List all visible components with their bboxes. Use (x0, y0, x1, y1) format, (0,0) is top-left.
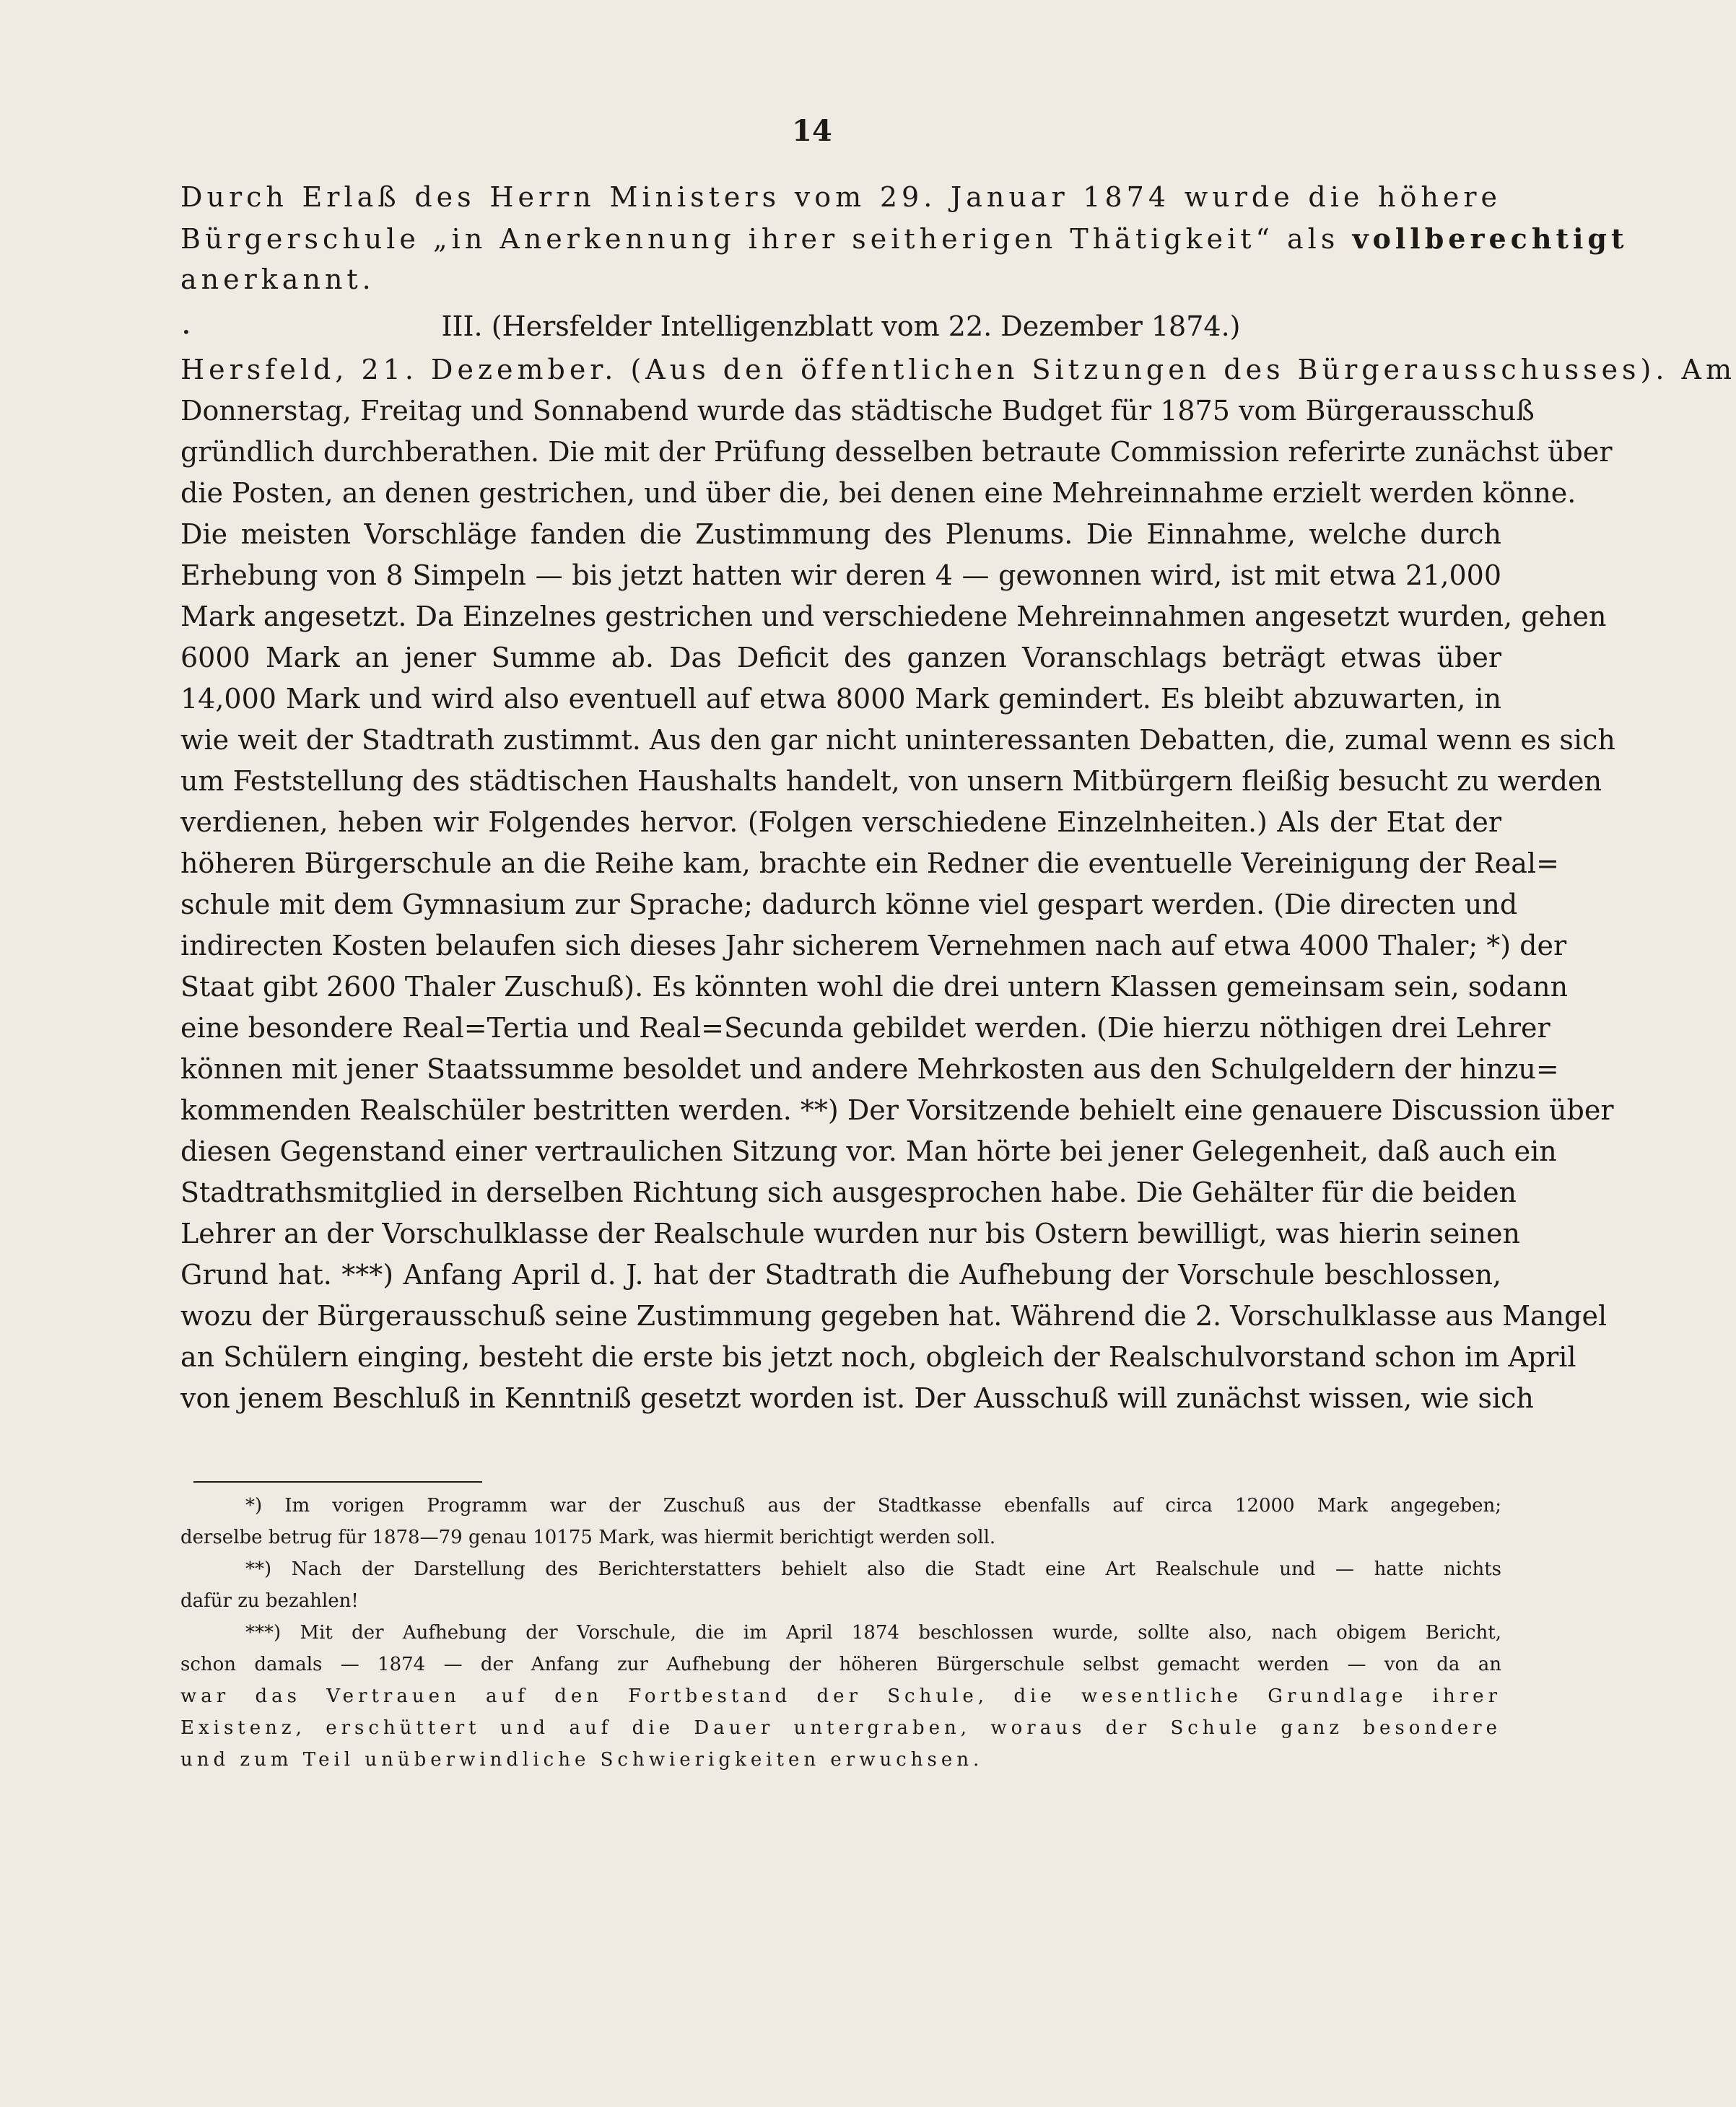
text-line: wie weit der Stadtrath zustimmt. Aus den gar nicht uninteressanten Debatten, die, zumal wenn es sich (180, 724, 1615, 756)
text-line: Mark angesetzt. Da Einzelnes gestrichen und verschiedene Mehreinnahmen angesetzt wurden, gehen (180, 601, 1607, 632)
text-line: schule mit dem Gymnasium zur Sprache; dadurch könne viel gespart werden. (Die directen und (180, 889, 1518, 920)
text-line: Staat gibt 2600 Thaler Zuschuß). Es könnten wohl die drei untern Klassen gemeinsam sein, sodann (180, 971, 1569, 1003)
text-segment: Bürgerschule „in Anerkennung ihrer seitherigen Thätigkeit“ als (180, 223, 1340, 255)
text-line: können mit jener Staatssumme besoldet und andere Mehrkosten aus den Schulgeldern der hinzu= (180, 1053, 1559, 1085)
footnote-line: war das Vertrauen auf den Fortbestand der Schule, die wesentliche Grundlage ihrer (180, 1685, 1501, 1707)
text-line: Grund hat. ***) Anfang April d. J. hat der Stadtrath die Aufhebung der Vorschule beschlossen, (180, 1259, 1501, 1291)
text-line: verdienen, heben wir Folgendes hervor. (Folgen verschiedene Einzelnheiten.) Als der Etat der (180, 806, 1501, 838)
text-line: wozu der Bürgerausschuß seine Zustimmung gegeben hat. Während die 2. Vorschulklasse aus Mangel (180, 1300, 1608, 1332)
opening-paragraph (180, 177, 1628, 300)
text-line: um Feststellung des städtischen Haushalts handelt, von unsern Mitbürgern fleißig besucht zu werden (180, 765, 1602, 797)
text-line: höheren Bürgerschule an die Reihe kam, brachte ein Redner die eventuelle Vereinigung der Real= (180, 847, 1559, 879)
footnote-line: Existenz, erschüttert und auf die Dauer untergraben, woraus der Schule ganz besondere (180, 1717, 1501, 1739)
footnote-line: und zum Teil unüberwindliche Schwierigkeiten erwuchsen. (180, 1749, 984, 1771)
text-line: von jenem Beschluß in Kenntniß gesetzt worden ist. Der Ausschuß will zunächst wissen, wie sich (180, 1382, 1534, 1414)
stray-mark: • (182, 323, 191, 341)
text-line: kommenden Realschüler bestritten werden. **) Der Vorsitzende behielt eine genauere Discussion über (180, 1094, 1614, 1126)
text-line: die Posten, an denen gestrichen, und über die, bei denen eine Mehreinnahme erzielt werden könne. (180, 477, 1576, 509)
text-line: Hersfeld, 21. Dezember. (Aus den öffentlichen Sitzungen des Bürgerausschusses). Am (180, 354, 1736, 385)
text-line: diesen Gegenstand einer vertraulichen Sitzung vor. Man hörte bei jener Gelegenheit, daß auch ein (180, 1135, 1557, 1167)
text-line: indirecten Kosten belaufen sich dieses Jahr sicherem Vernehmen nach auf etwa 4000 Thaler; *) der (180, 930, 1567, 961)
section-heading-block (180, 306, 1501, 347)
text-line: anerkannt. (180, 263, 375, 295)
footnotes (180, 1490, 1501, 1776)
text-line: Durch Erlaß des Herrn Ministers vom 29. Januar 1874 wurde die höhere (180, 181, 1501, 213)
text-line: Donnerstag, Freitag und Sonnabend wurde das städtische Budget für 1875 vom Bürgerausschuß (180, 395, 1535, 427)
footnote-line: *) Im vorigen Programm war der Zuschuß aus der Stadtkasse ebenfalls auf circa 12000 Mark angegeben; (245, 1495, 1501, 1517)
article-body (180, 349, 1736, 1419)
text-line: Erhebung von 8 Simpeln — bis jetzt hatten wir deren 4 — gewonnen wird, ist mit etwa 21,000 (180, 559, 1501, 591)
text-line: Stadtrathsmitglied in derselben Richtung sich ausgesprochen habe. Die Gehälter für die beiden (180, 1177, 1517, 1208)
text-line: Die meisten Vorschläge fanden die Zustimmung des Plenums. Die Einnahme, welche durch (180, 518, 1501, 550)
text-line: eine besondere Real=Tertia und Real=Secunda gebildet werden. (Die hierzu nöthigen drei Lehrer (180, 1012, 1550, 1044)
text-line: Lehrer an der Vorschulklasse der Realschule wurden nur bis Ostern bewilligt, was hierin seinen (180, 1218, 1521, 1249)
text-line: 6000 Mark an jener Summe ab. Das Deficit des ganzen Voranschlags beträgt etwas über (180, 642, 1501, 673)
footnote-line: derselbe betrug für 1878—79 genau 10175 Mark, was hiermit berichtigt werden soll. (180, 1527, 996, 1548)
text-line: gründlich durchberathen. Die mit der Prüfung desselben betraute Commission referirte zunächst über (180, 436, 1613, 468)
footnote-line: dafür zu bezahlen! (180, 1590, 359, 1612)
section-heading: III. (Hersfelder Intelligenzblatt vom 22. Dezember 1874.) (441, 310, 1241, 342)
footnote-divider (193, 1481, 482, 1483)
text-line: 14,000 Mark und wird also eventuell auf etwa 8000 Mark gemindert. Es bleibt abzuwarten, in (180, 683, 1501, 715)
footnote-line: ***) Mit der Aufhebung der Vorschule, die im April 1874 beschlossen wurde, sollte also, nach obigem Bericht, (245, 1622, 1501, 1644)
page-number: 14 (792, 114, 832, 148)
footnote-line: **) Nach der Darstellung des Berichterstatters behielt also die Stadt eine Art Realschule und — hatte nichts (245, 1558, 1501, 1580)
text-line: an Schülern einging, besteht die erste bis jetzt noch, obgleich der Realschulvorstand schon im April (180, 1341, 1576, 1373)
emphasis-text: vollberechtigt (1352, 222, 1628, 255)
footnote-line: schon damals — 1874 — der Anfang zur Aufhebung der höheren Bürgerschule selbst gemacht werden — von da an (180, 1654, 1501, 1675)
text-line (180, 218, 1628, 259)
